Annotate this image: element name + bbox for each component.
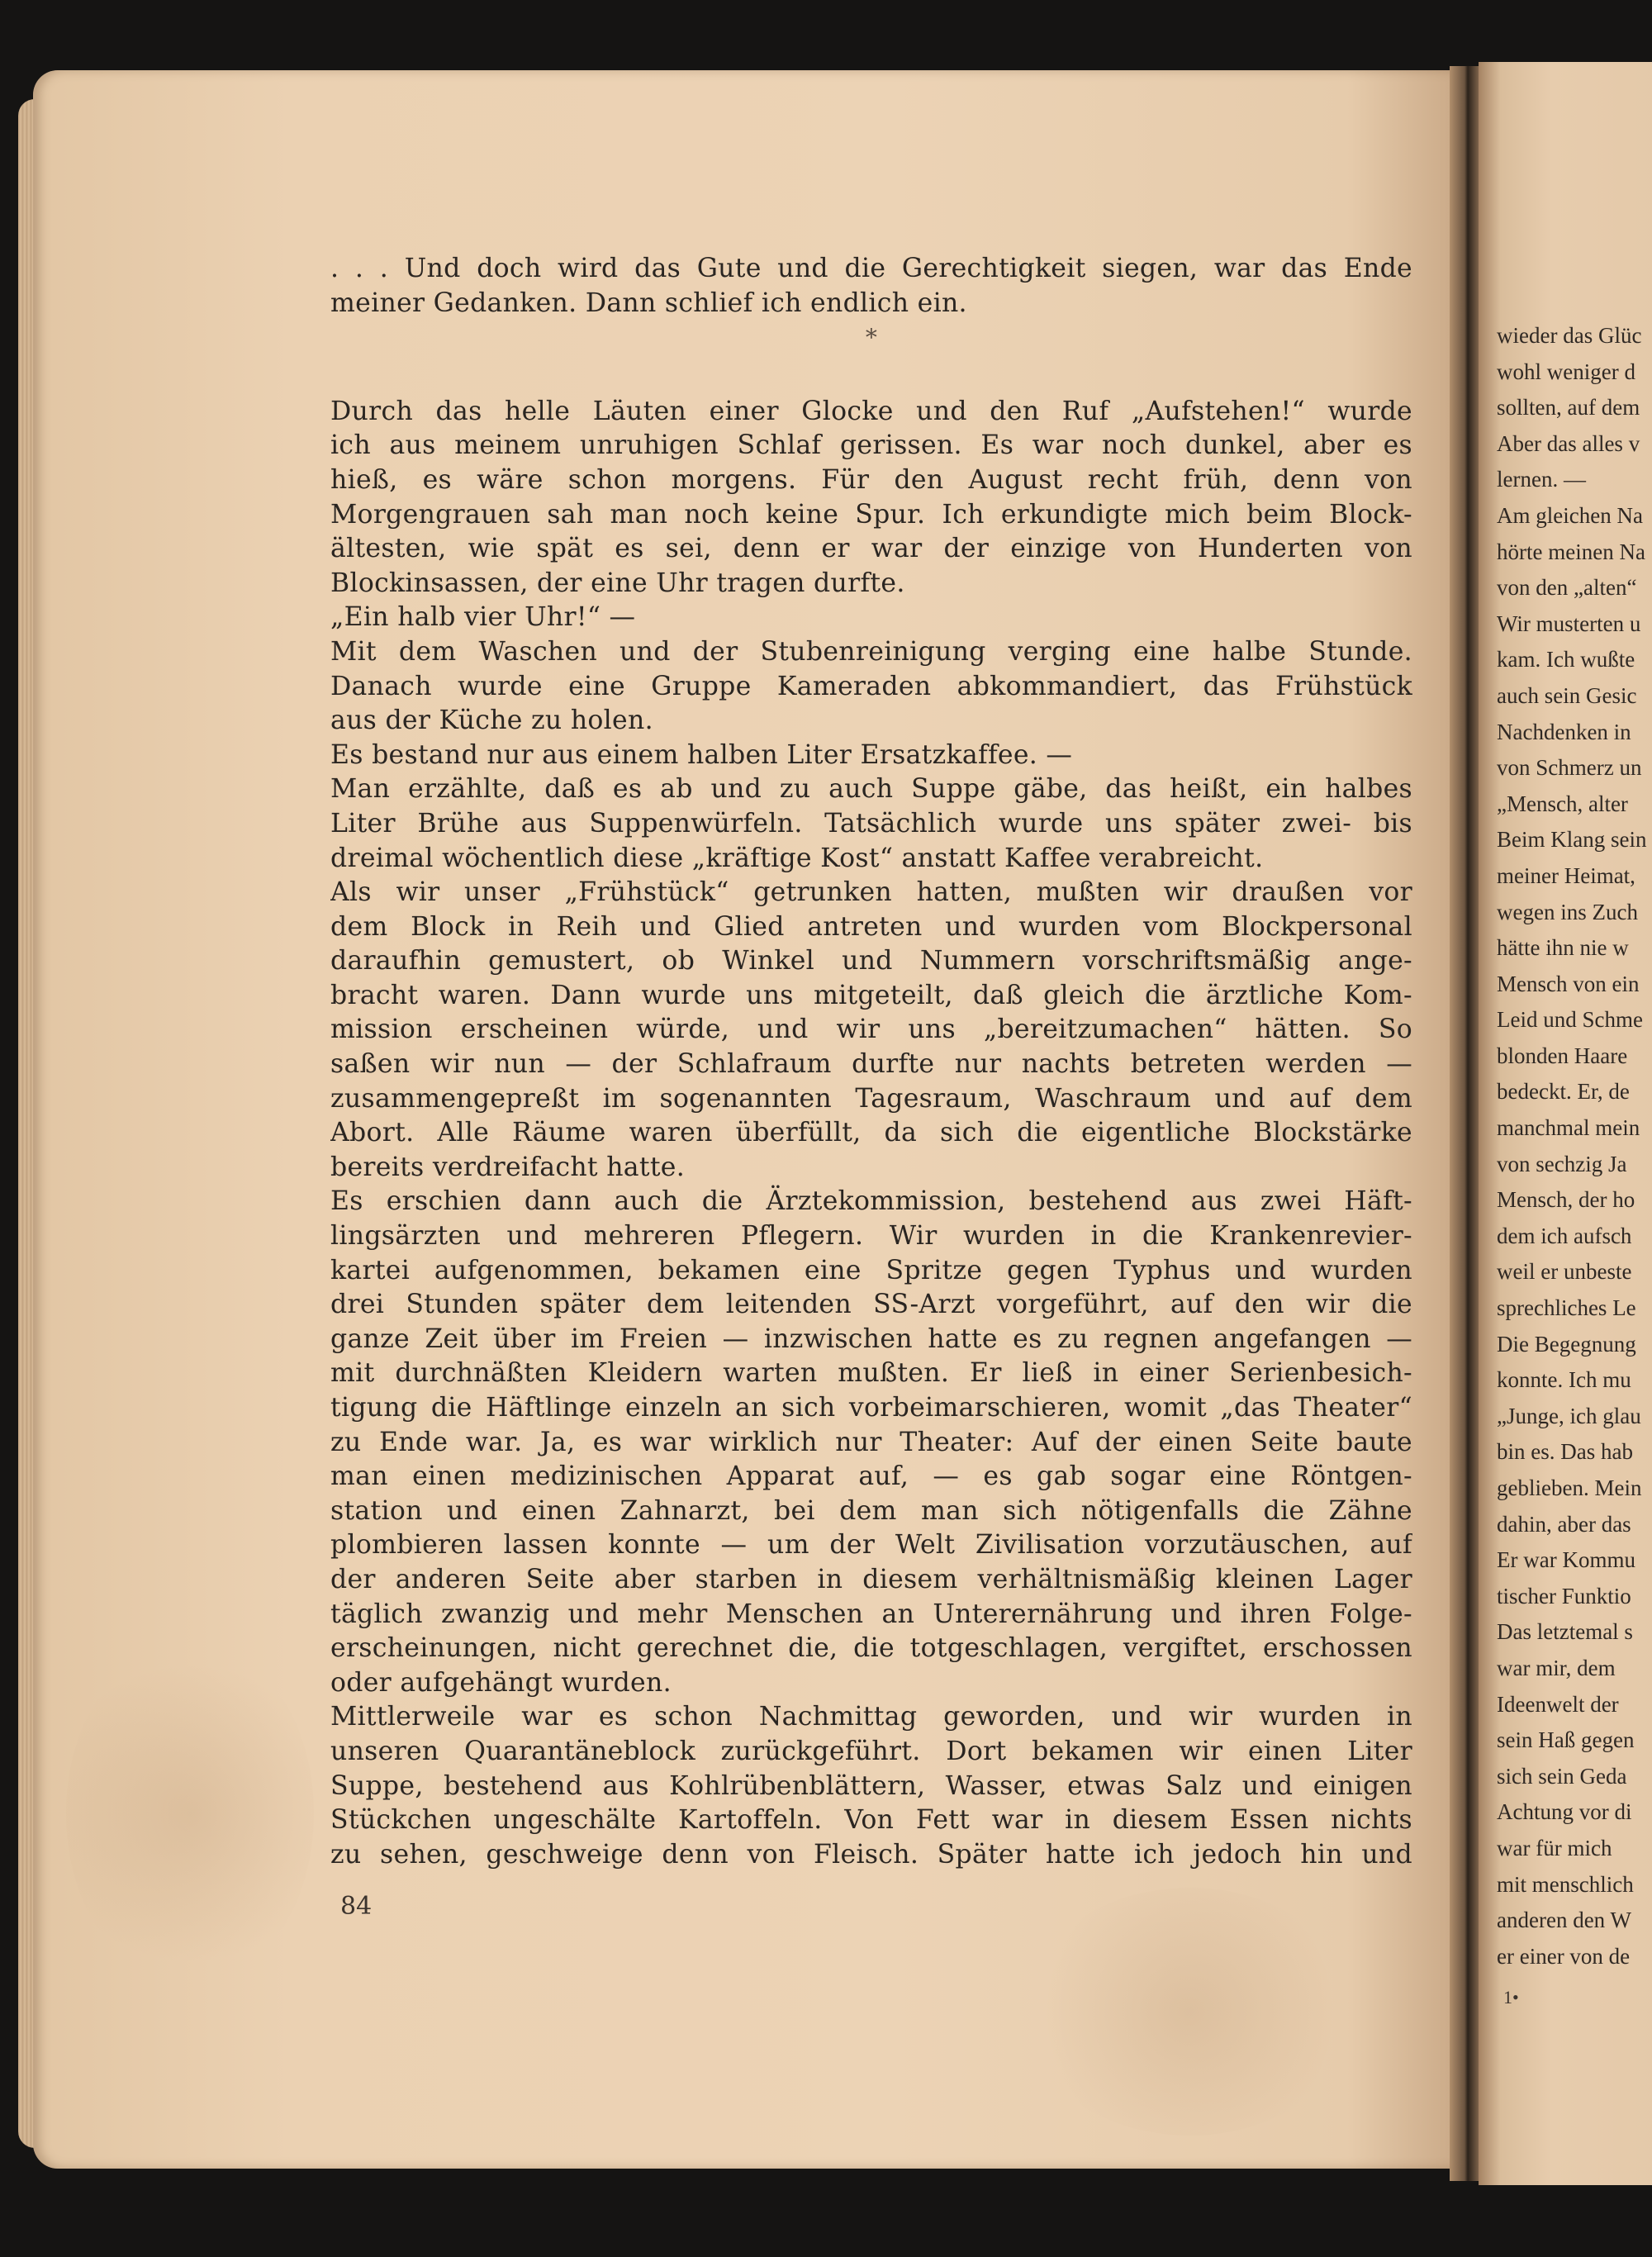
right-page-line: Mensch von ein xyxy=(1497,971,1640,996)
text-line: „Ein halb vier Uhr!“ — xyxy=(330,602,636,633)
right-page-line: bedeckt. Er, de xyxy=(1497,1079,1630,1105)
right-page-line: Das letztemal s xyxy=(1497,1619,1633,1645)
right-page-line: wegen ins Zuch xyxy=(1497,899,1638,924)
right-page-line: Er war Kommu xyxy=(1497,1547,1635,1573)
text-line: Es erschien dann auch die Ärztekommission, bestehend aus zwei Häft- xyxy=(330,1186,1412,1217)
right-page-line: lernen. — xyxy=(1497,467,1586,492)
right-page xyxy=(1479,62,1652,2185)
right-page-line: wohl weniger d xyxy=(1497,359,1635,384)
right-page-line: hätte ihn nie w xyxy=(1497,935,1629,961)
paragraph-main xyxy=(330,395,1412,1873)
book-gutter xyxy=(1450,66,1483,2181)
text-line: . . . Und doch wird das Gute und die Gerechtigkeit siegen, war das Ende xyxy=(330,254,1412,283)
text-line: dreimal wöchentlich diese „kräftige Kost“ anstatt Kaffee verabreicht. xyxy=(330,843,1264,873)
right-page-line: hörte meinen Na xyxy=(1497,539,1645,564)
right-page-line: war für mich xyxy=(1497,1835,1612,1860)
right-page-mark: 1• xyxy=(1503,1987,1519,2008)
right-page-line: sprechliches Le xyxy=(1497,1295,1636,1321)
right-page-line: manchmal mein xyxy=(1497,1115,1640,1141)
text-line: mission erscheinen würde, und wir uns „bereitzumachen“ hätten. So xyxy=(330,1014,1412,1045)
right-page-line: „Junge, ich glau xyxy=(1497,1403,1641,1428)
text-line: Es bestand nur aus einem halben Liter Ersatzkaffee. — xyxy=(330,739,1073,770)
right-page-line: Nachdenken in xyxy=(1497,719,1631,744)
text-line: erscheinungen, nicht gerechnet die, die totgeschlagen, vergiftet, erschossen xyxy=(330,1633,1412,1664)
right-page-line: Aber das alles v xyxy=(1497,430,1640,456)
text-line: zusammengepreßt im sogenannten Tagesraum, Waschraum und auf dem xyxy=(330,1083,1412,1114)
right-page-line: wieder das Glüc xyxy=(1497,323,1642,348)
text-line: zu Ende war. Ja, es war wirklich nur Theater: Auf der einen Seite baute xyxy=(330,1427,1412,1457)
right-page-line: sein Haß gegen xyxy=(1497,1727,1635,1753)
right-page-line: Ideenwelt der xyxy=(1497,1691,1619,1717)
text-line: Mittlerweile war es schon Nachmittag geworden, und wir wurden in xyxy=(330,1702,1412,1732)
text-line: saßen wir nun — der Schlafraum durfte nur nachts betreten werden — xyxy=(330,1049,1412,1080)
right-page-line: tischer Funktio xyxy=(1497,1583,1631,1608)
text-line: Blockinsassen, der eine Uhr tragen durfte. xyxy=(330,568,905,598)
right-page-text xyxy=(1497,318,1652,1974)
left-page-text xyxy=(330,252,1412,1872)
text-line: Morgengrauen sah man noch keine Spur. Ich erkundigte mich beim Block- xyxy=(330,499,1412,530)
text-line: Als wir unser „Frühstück“ getrunken hatten, mußten wir draußen vor xyxy=(330,877,1412,908)
text-line: lingsärzten und mehreren Pflegern. Wir wurden in die Krankenrevier- xyxy=(330,1221,1412,1252)
text-line: man einen medizinischen Apparat auf, — es gab sogar eine Röntgen- xyxy=(330,1461,1412,1492)
right-page-line: dahin, aber das xyxy=(1497,1511,1631,1537)
right-page-line: sollten, auf dem xyxy=(1497,395,1640,421)
right-page-line: Die Begegnung xyxy=(1497,1331,1636,1357)
text-line: hieß, es wäre schon morgens. Für den August recht früh, denn von xyxy=(330,464,1412,495)
right-page-line: von sechzig Ja xyxy=(1497,1151,1627,1176)
text-line: Liter Brühe aus Suppenwürfeln. Tatsächlich wurde uns später zwei- bis xyxy=(330,808,1412,839)
text-line: der anderen Seite aber starben in diesem verhältnismäßig kleinen Lager xyxy=(330,1564,1412,1594)
text-line: Durch das helle Läuten einer Glocke und den Ruf „Aufstehen!“ wurde xyxy=(330,396,1412,426)
right-page-line: blonden Haare xyxy=(1497,1043,1628,1068)
text-line: Danach wurde eine Gruppe Kameraden abkommandiert, das Frühstück xyxy=(330,671,1412,701)
text-line: meiner Gedanken. Dann schlief ich endlich ein. xyxy=(330,287,967,318)
text-line: bracht waren. Dann wurde uns mitgeteilt, daß gleich die ärztliche Kom- xyxy=(330,980,1412,1010)
page-number: 84 xyxy=(340,1892,373,1921)
text-line: Mit dem Waschen und der Stubenreinigung verging eine halbe Stunde. xyxy=(330,636,1412,667)
right-page-line: anderen den W xyxy=(1497,1908,1631,1933)
right-page-line: von Schmerz un xyxy=(1497,755,1642,781)
text-line: kartei aufgenommen, bekamen eine Spritze gegen Typhus und wurden xyxy=(330,1255,1412,1285)
scene-break: * xyxy=(865,324,878,352)
text-line: mit durchnäßten Kleidern warten mußten. Er ließ in einer Serienbesich- xyxy=(330,1358,1412,1389)
right-page-line: bin es. Das hab xyxy=(1497,1439,1633,1465)
text-line: daraufhin gemustert, ob Winkel und Nummern vorschriftsmäßig ange- xyxy=(330,946,1412,976)
right-page-line: Beim Klang sein xyxy=(1497,827,1647,853)
text-line: Suppe, bestehend aus Kohlrübenblättern, Wasser, etwas Salz und einigen xyxy=(330,1770,1412,1801)
text-line: dem Block in Reih und Glied antreten und wurden vom Blockpersonal xyxy=(330,911,1412,942)
text-line: Abort. Alle Räume waren überfüllt, da sich die eigentliche Blockstärke xyxy=(330,1118,1412,1148)
right-page-line: geblieben. Mein xyxy=(1497,1475,1642,1500)
text-line: station und einen Zahnarzt, bei dem man sich nötigenfalls die Zähne xyxy=(330,1495,1412,1526)
text-line: oder aufgehängt wurden. xyxy=(330,1667,672,1698)
paragraph-opening xyxy=(330,252,1412,321)
right-page-line: kam. Ich wußte xyxy=(1497,647,1635,672)
right-page-line: weil er unbeste xyxy=(1497,1259,1632,1285)
right-page-line: „Mensch, alter xyxy=(1497,791,1628,816)
text-line: drei Stunden später dem leitenden SS-Arzt vorgeführt, auf den wir die xyxy=(330,1290,1412,1320)
text-line: aus der Küche zu holen. xyxy=(330,706,653,736)
right-page-line: dem ich aufsch xyxy=(1497,1223,1632,1248)
right-page-line: Leid und Schme xyxy=(1497,1007,1643,1033)
right-page-line: von den „alten“ xyxy=(1497,575,1637,601)
text-line: Man erzählte, daß es ab und zu auch Suppe gäbe, das heißt, ein halbes xyxy=(330,774,1412,805)
right-page-line: war mir, dem xyxy=(1497,1655,1616,1680)
right-page-line: mit menschlich xyxy=(1497,1871,1634,1897)
right-page-line: Achtung vor di xyxy=(1497,1799,1632,1825)
right-page-line: Am gleichen Na xyxy=(1497,502,1643,528)
text-line: ganze Zeit über im Freien — inzwischen hatte es zu regnen angefangen — xyxy=(330,1323,1412,1354)
right-page-line: konnte. Ich mu xyxy=(1497,1367,1631,1393)
text-line: tigung die Häftlinge einzeln an sich vorbeimarschieren, womit „das Theater“ xyxy=(330,1393,1412,1423)
text-line: plombieren lassen konnte — um der Welt Zivilisation vorzutäuschen, auf xyxy=(330,1530,1412,1561)
text-line: zu sehen, geschweige denn von Fleisch. Später hatte ich jedoch hin und xyxy=(330,1839,1412,1870)
text-line: Stückchen ungeschälte Kartoffeln. Von Fett war in diesem Essen nichts xyxy=(330,1805,1412,1836)
right-page-line: Wir musterten u xyxy=(1497,611,1641,636)
right-page-line: Mensch, der ho xyxy=(1497,1187,1635,1213)
text-line: ältesten, wie spät es sei, denn er war der einzige von Hunderten von xyxy=(330,534,1412,564)
text-line: bereits verdreifacht hatte. xyxy=(330,1152,686,1182)
right-page-line: meiner Heimat, xyxy=(1497,862,1635,888)
right-page-line: auch sein Gesic xyxy=(1497,682,1637,708)
right-page-line: sich sein Geda xyxy=(1497,1763,1627,1789)
right-page-line: er einer von de xyxy=(1497,1943,1631,1969)
text-line: unseren Quarantäneblock zurückgeführt. Dort bekamen wir einen Liter xyxy=(330,1736,1412,1766)
text-line: ich aus meinem unruhigen Schlaf gerissen. Es war noch dunkel, aber es xyxy=(330,430,1412,461)
text-line: täglich zwanzig und mehr Menschen an Unterernährung und ihren Folge- xyxy=(330,1599,1412,1629)
